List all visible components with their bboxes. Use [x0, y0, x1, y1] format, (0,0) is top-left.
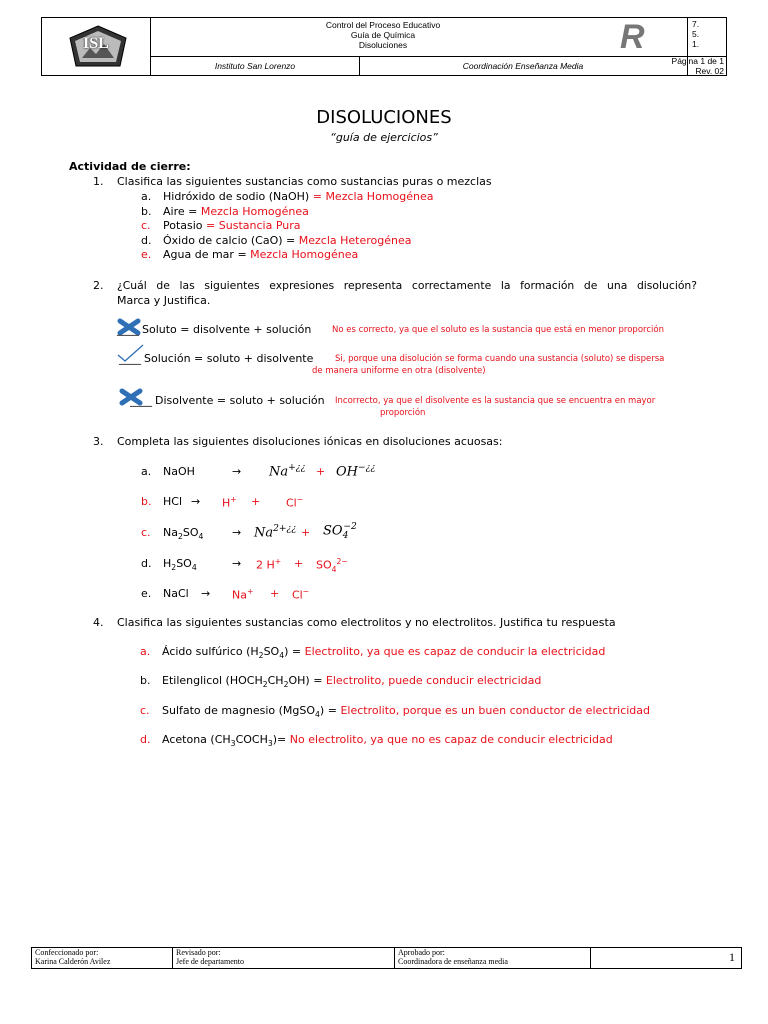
ion1-charge: + — [246, 587, 254, 596]
q2-option — [117, 323, 311, 336]
q1-item — [141, 190, 434, 203]
item-letter: d. — [141, 234, 152, 247]
ion1-charge: +¿¿ — [288, 463, 306, 473]
item-letter: b. — [141, 205, 152, 218]
q1-item — [141, 234, 411, 247]
row-compound: Na — [163, 526, 178, 539]
plus-sign: + — [316, 465, 326, 478]
approved-by-name: Coordinadora de enseñanza media — [398, 957, 508, 966]
q2-text-line2: Marca y Justifica. — [117, 294, 211, 307]
q4-item — [140, 674, 541, 689]
item-letter: c. — [141, 219, 151, 232]
item-sub: 2 — [283, 680, 289, 690]
ion2: SO — [323, 523, 343, 539]
q3-text: Completa las siguientes disoluciones iónicas en disoluciones acuosas: — [117, 435, 503, 448]
made-by-name: Karina Calderón Avilez — [35, 957, 111, 966]
document-header — [41, 17, 727, 76]
page-subtitle: “guía de ejercicios” — [330, 131, 438, 144]
ion2-charge: −2 — [343, 522, 357, 532]
item-sep: = — [309, 190, 326, 203]
option-justification: Incorrecto, ya que el disolvente es la sustancia que se encuentra en mayor — [335, 396, 656, 406]
compound-tail: SO — [176, 557, 192, 570]
item-answer: No electrolito, ya que no es capaz de conducir electricidad — [289, 733, 613, 746]
item-answer: Electrolito, porque es un buen conductor de electricidad — [340, 704, 651, 717]
footer-page-number: 1 — [590, 948, 741, 968]
row-letter: e. — [141, 587, 152, 600]
compound-sub2: 4 — [198, 532, 204, 542]
item-label-mid: SO — [263, 645, 280, 658]
item-letter: a. — [140, 645, 151, 658]
q4-number: 4. — [93, 616, 104, 629]
ion1-charge: + — [230, 495, 237, 504]
ion2-sub: 4 — [342, 530, 349, 541]
header-guide-text: Guía de Química — [350, 30, 416, 40]
q4-item — [140, 704, 650, 719]
ion1-charge: 2+¿¿ — [273, 524, 297, 534]
q1-text: Clasifica las siguientes sustancias como sustancias puras o mezclas — [117, 175, 492, 188]
compound-sub2: 4 — [191, 563, 197, 573]
row-compound: NaOH — [163, 465, 195, 478]
reviewed-by-label: Revisado por: — [176, 948, 221, 957]
ion1: Na — [254, 525, 274, 541]
q3-number: 3. — [93, 435, 104, 448]
ion1: H — [222, 496, 231, 510]
option-expression: Disolvente = soluto + solución — [155, 394, 325, 407]
item-label: Etilenglicol (HOCH — [162, 674, 263, 687]
code-line-2: 5. — [692, 29, 700, 39]
item-label-post: ) = — [319, 704, 341, 717]
document-footer — [31, 947, 742, 969]
item-label: Óxido de calcio (CaO) = — [163, 234, 299, 247]
item-answer: Mezcla Homogénea — [250, 248, 359, 261]
ion2-charge: − — [296, 495, 304, 504]
plus-sign: + — [294, 557, 304, 570]
logo-text: ISL — [83, 35, 109, 52]
revision-indicator: Rev. 02 — [695, 66, 724, 76]
arrow-icon: → — [191, 495, 201, 508]
activity-heading: Actividad de cierre: — [69, 160, 191, 173]
plus-sign: + — [270, 587, 280, 600]
ion2-charge: −¿¿ — [358, 463, 376, 473]
option-justification: Si, porque una disolución se forma cuando una sustancia (soluto) se dispersa — [335, 354, 665, 364]
row-letter: a. — [141, 465, 152, 478]
option-expression: Soluto = disolvente + solución — [142, 323, 312, 336]
q1-number: 1. — [93, 175, 104, 188]
item-answer: Mezcla Homogénea — [200, 205, 309, 218]
school-logo — [56, 24, 140, 70]
q2-number: 2. — [93, 279, 104, 292]
option-justification-cont: proporción — [380, 408, 426, 418]
compound-sub: 2 — [177, 532, 183, 542]
item-label-mid: COCH — [235, 733, 268, 746]
ion2: Cl — [286, 496, 297, 510]
item-sub: 2 — [262, 680, 268, 690]
row-letter: b. — [141, 495, 152, 508]
item-label: Potasio — [163, 219, 207, 232]
item-sub: 4 — [315, 710, 320, 720]
ion2-charge: 2− — [336, 557, 348, 566]
r-mark: R — [620, 18, 645, 56]
reviewed-by-name: Jefe de departamento — [176, 957, 244, 966]
option-blank: ____ — [130, 394, 152, 407]
item-label: Sulfato de magnesio (MgSO — [162, 704, 316, 717]
option-blank: ____ — [119, 352, 141, 365]
item-sub: 3 — [267, 739, 273, 749]
option-justification: No es correcto, ya que el soluto es la sustancia que está en menor proporción — [332, 325, 664, 335]
item-sub: 4 — [279, 651, 285, 661]
q3-row — [141, 495, 561, 515]
item-label: Acetona (CH — [162, 733, 231, 746]
item-letter: d. — [140, 733, 151, 746]
q1-item — [141, 205, 309, 218]
approved-by-label: Aprobado por: — [398, 948, 445, 957]
item-answer: Electrolito, ya que es capaz de conducir la electricidad — [304, 645, 606, 658]
q4-item — [140, 733, 613, 748]
coordination-name: Coordinación Enseñanza Media — [462, 61, 584, 71]
item-answer: Electrolito, puede conducir electricidad — [325, 674, 542, 687]
item-sep: = — [206, 219, 219, 232]
q1-item — [141, 248, 358, 261]
q2-text-line1: ¿Cuál de las siguientes expresiones representa correctamente la formación de una disolución? — [117, 279, 697, 292]
code-line-3: 1. — [692, 39, 700, 49]
item-label: Ácido sulfúrico (H — [162, 645, 259, 658]
q2-option — [130, 394, 325, 407]
compound-tail: SO — [182, 526, 199, 539]
ion2-sub: 4 — [331, 564, 337, 574]
q4-item — [140, 645, 605, 660]
arrow-icon: → — [201, 587, 211, 600]
arrow-icon: → — [232, 526, 242, 539]
item-answer: Mezcla Heterogénea — [298, 234, 412, 247]
ion2: Cl — [292, 588, 303, 602]
ion1-charge: + — [274, 557, 282, 566]
plus-sign: + — [251, 495, 261, 508]
row-letter: d. — [141, 557, 152, 570]
q1-item — [141, 219, 301, 232]
item-label-post: )= — [272, 733, 290, 746]
item-sub: 3 — [230, 739, 236, 749]
q3-row — [141, 587, 561, 607]
code-line-1: 7. — [692, 19, 700, 29]
q4-text: Clasifica las siguientes sustancias como electrolitos y no electrolitos. Justifica tu respuesta — [117, 616, 616, 629]
plus-sign: + — [301, 526, 311, 539]
item-sub: 2 — [258, 651, 264, 661]
option-justification-cont: de manera uniforme en otra (disolvente) — [312, 366, 486, 376]
option-expression: Solución = soluto + disolvente — [144, 352, 314, 365]
q3-row — [141, 522, 561, 546]
item-letter: a. — [141, 190, 152, 203]
page-title: DISOLUCIONES — [316, 107, 452, 128]
item-label-post: OH) = — [288, 674, 326, 687]
item-answer: Sustancia Pura — [218, 219, 301, 232]
item-letter: b. — [140, 674, 151, 687]
ion1: 2 H — [256, 558, 275, 572]
compound-sub: 2 — [171, 563, 177, 573]
ion2-charge: − — [302, 587, 310, 596]
item-letter: c. — [140, 704, 150, 717]
ion1: Na — [232, 588, 247, 602]
item-label-mid: CH — [267, 674, 284, 687]
option-blank: ____ — [117, 323, 139, 336]
row-letter: c. — [141, 526, 151, 539]
arrow-icon: → — [232, 557, 242, 570]
item-label: Hidróxido de sodio (NaOH) — [163, 190, 310, 203]
header-control-text: Control del Proceso Educativo — [325, 20, 441, 30]
institute-name: Instituto San Lorenzo — [214, 61, 296, 71]
q3-row — [141, 465, 561, 485]
row-compound: H — [163, 557, 172, 570]
item-label: Agua de mar = — [163, 248, 251, 261]
item-label: Aire = — [163, 205, 201, 218]
row-compound: HCl — [163, 495, 183, 508]
item-letter: e. — [141, 248, 152, 261]
page-indicator: Página 1 de 1 — [671, 56, 724, 66]
ion2: SO — [316, 558, 332, 572]
ion1: Na — [269, 464, 289, 480]
arrow-icon: → — [232, 465, 242, 478]
ion2: OH — [336, 464, 358, 480]
made-by-label: Confeccionado por: — [35, 948, 99, 957]
header-topic-text: Disoluciones — [358, 40, 408, 50]
item-label-post: ) = — [284, 645, 305, 658]
q2-option — [119, 352, 313, 365]
q3-row — [141, 557, 561, 577]
item-answer: Mezcla Homogénea — [325, 190, 434, 203]
row-compound: NaCl — [163, 587, 189, 600]
